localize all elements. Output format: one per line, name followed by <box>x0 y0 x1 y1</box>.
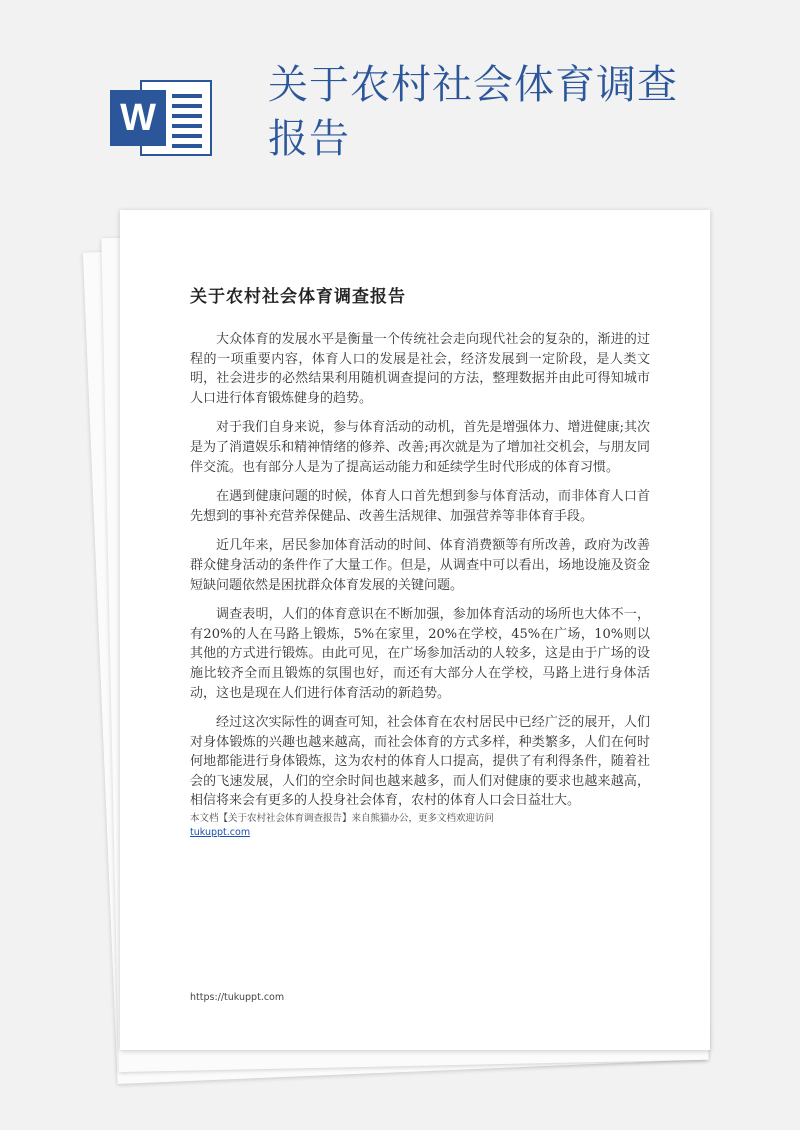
page-footer-url[interactable]: https://tukuppt.com <box>190 992 285 1003</box>
source-note <box>190 812 650 840</box>
document-page <box>120 210 710 1050</box>
banner-title: 关于农村社会体育调查报告 <box>268 62 678 162</box>
paragraph: 在遇到健康问题的时候，体育人口首先想到参与体育活动，而非体育人口首先想到的事补充营养保健品、改善生活规律、加强营养等非体育手段。 <box>190 489 650 524</box>
document-body <box>190 330 650 821</box>
paragraph: 大众体育的发展水平是衡量一个传统社会走向现代社会的复杂的，渐进的过程的一项重要内容，体育人口的发展是社会，经济发展到一定阶段，是人类文明，社会进步的必然结果利用随机调查提问的方法，整理数据并由此可得知城市人口进行体育锻炼健身的趋势。 <box>190 332 650 406</box>
paragraph: 调查表明，人们的体育意识在不断加强，参加体育活动的场所也大体不一，有20%的人在马路上锻炼，5%在家里，20%在学校，45%在广场，10%则以其他的方式进行锻炼。由此可见，在广场参加活动的人较多，这是由于广场的设施比较齐全而且锻炼的氛围也好，而还有大部分人在学校，马路上进行身体活动，这也是现在人们进行体育活动的新趋势。 <box>190 607 650 701</box>
source-note-text: 本文档【关于农村社会体育调查报告】来自熊猫办公，更多文档欢迎访问 <box>190 813 495 824</box>
document-title: 关于农村社会体育调查报告 <box>190 287 406 307</box>
paragraph: 经过这次实际性的调查可知，社会体育在农村居民中已经广泛的展开，人们对身体锻炼的兴趣也越来越高，而社会体育的方式多样，种类繁多，人们在何时何地都能进行身体锻炼，这为农村的体育人口提高，提供了有利得条件，随着社会的飞速发展，人们的空余时间也越来越多，而人们对健康的要求也越来越高，相信将来会有更多的人投身社会体育，农村的体育人口会日益壮大。 <box>190 715 650 809</box>
paragraph: 对于我们自身来说，参与体育活动的动机，首先是增强体力、增进健康;其次是为了消遣娱乐和精神情绪的修养、改善;再次就是为了增加社交机会，与朋友同伴交流。也有部分人是为了提高运动能力和延续学生时代形成的体育习惯。 <box>190 420 650 475</box>
word-document-icon <box>110 76 214 160</box>
source-link[interactable]: tukuppt.com <box>190 827 251 838</box>
word-letter-badge: W <box>110 90 166 146</box>
paragraph: 近几年来，居民参加体育活动的时间、体育消费额等有所改善，政府为改善群众健身活动的条件作了大量工作。但是，从调查中可以看出，场地设施及资金短缺问题依然是困扰群众体育发展的关键问题。 <box>190 538 650 593</box>
